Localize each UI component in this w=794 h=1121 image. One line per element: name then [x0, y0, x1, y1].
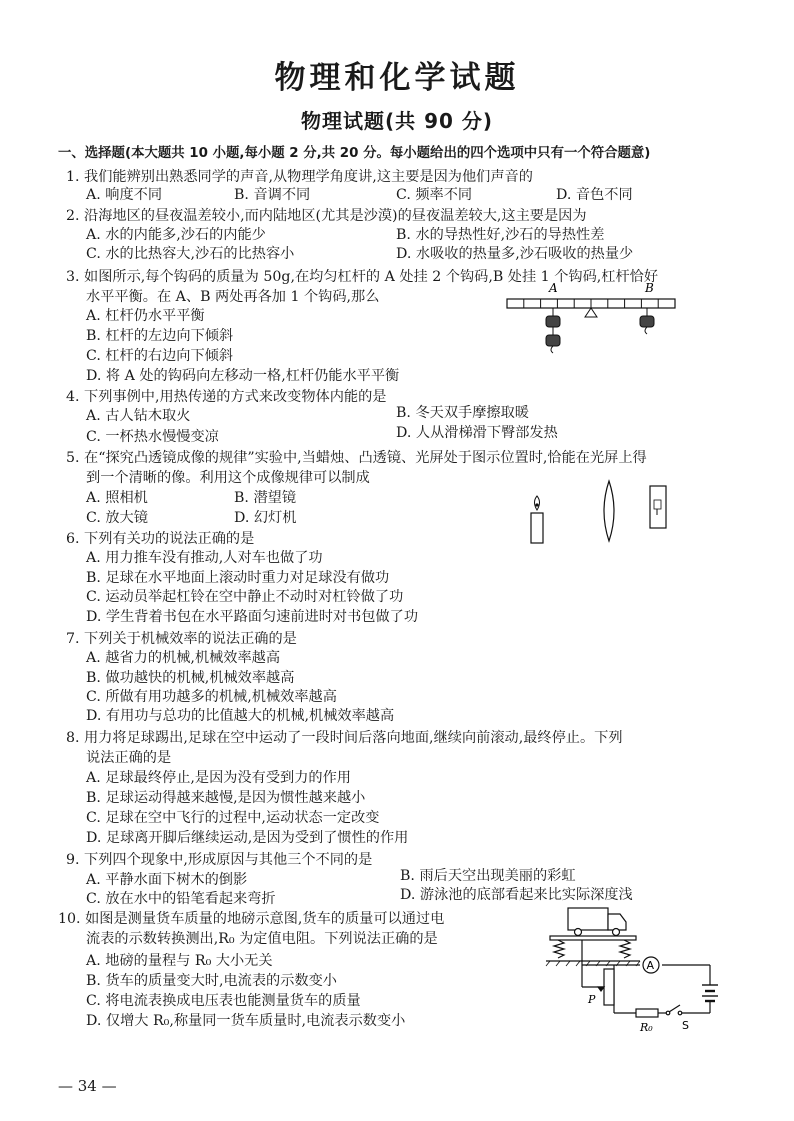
- q7-option-b: B. 做功越快的机械,机械效率越高: [86, 670, 295, 686]
- q4-option-a: A. 古人钻木取火: [86, 408, 191, 424]
- q6-option-d: D. 学生背着书包在水平路面匀速前进时对书包做了功: [86, 609, 419, 625]
- section-heading: 一、选择题(本大题共 10 小题,每小题 2 分,共 20 分。每小题给出的四个选项中只有一个符合题意): [58, 146, 651, 161]
- q10-option-c: C. 将电流表换成电压表也能测量货车的质量: [86, 993, 361, 1009]
- q2-option-b: B. 水的导热性好,沙石的导热性差: [396, 227, 605, 243]
- lever-label-b: B: [645, 281, 654, 295]
- q5-option-d: D. 幻灯机: [234, 510, 297, 526]
- q3-option-b: B. 杠杆的左边向下倾斜: [86, 328, 234, 344]
- question-4-stem: 4. 下列事例中,用热传递的方式来改变物体内能的是: [66, 389, 387, 405]
- q5-option-b: B. 潜望镜: [234, 490, 297, 506]
- q1-option-a: A. 响度不同: [86, 187, 163, 203]
- question-5-stem-cont: 到一个清晰的像。利用这个成像规律可以制成: [86, 470, 370, 486]
- q6-option-b: B. 足球在水平地面上滚动时重力对足球没有做功: [86, 570, 390, 586]
- q3-option-d: D. 将 A 处的钩码向左移动一格,杠杆仍能水平平衡: [86, 368, 400, 384]
- q10-option-a: A. 地磅的量程与 R₀ 大小无关: [86, 953, 273, 969]
- question-3-stem: 3. 如图所示,每个钩码的质量为 50g,在均匀杠杆的 A 处挂 2 个钩码,B 处挂 1 个钩码,杠杆恰好: [66, 269, 659, 285]
- q10-option-b: B. 货车的质量变大时,电流表的示数变小: [86, 973, 337, 989]
- q4-option-b: B. 冬天双手摩擦取暖: [396, 405, 529, 421]
- q1-option-b: B. 音调不同: [234, 187, 311, 203]
- q3-option-c: C. 杠杆的右边向下倾斜: [86, 348, 234, 364]
- question-2-stem: 2. 沿海地区的昼夜温差较小,而内陆地区(尤其是沙漠)的昼夜温差较大,这主要是因为: [66, 208, 587, 224]
- switch-label: S: [682, 1019, 689, 1032]
- q4-option-c: C. 一杯热水慢慢变凉: [86, 429, 219, 445]
- q7-option-d: D. 有用功与总功的比值越大的机械,机械效率越高: [86, 708, 395, 724]
- question-8-stem: 8. 用力将足球踢出,足球在空中运动了一段时间后落向地面,继续向前滚动,最终停止。下列: [66, 730, 623, 746]
- candle: [531, 496, 543, 543]
- q6-option-c: C. 运动员举起杠铃在空中静止不动时对杠铃做了功: [86, 589, 404, 605]
- switch: [666, 1005, 682, 1015]
- q9-option-a: A. 平静水面下树木的倒影: [86, 872, 248, 888]
- q8-option-c: C. 足球在空中飞行的过程中,运动状态一定改变: [86, 810, 380, 826]
- page-title: 物理和化学试题: [274, 60, 520, 96]
- lever-pivot: [585, 308, 597, 317]
- weights-at-a: [546, 308, 560, 353]
- question-9-stem: 9. 下列四个现象中,形成原因与其他三个不同的是: [66, 852, 373, 868]
- q10-option-d: D. 仅增大 R₀,称量同一货车质量时,电流表示数变小: [86, 1013, 406, 1029]
- q7-option-c: C. 所做有用功越多的机械,机械效率越高: [86, 689, 337, 705]
- q7-option-a: A. 越省力的机械,机械效率越高: [86, 650, 281, 666]
- q1-option-c: C. 频率不同: [396, 187, 473, 203]
- truck: [568, 908, 626, 936]
- page-number: — 34 —: [58, 1077, 117, 1095]
- resistor-label: R₀: [640, 1021, 653, 1034]
- lever-label-a: A: [549, 281, 558, 295]
- q8-option-b: B. 足球运动得越来越慢,是因为惯性越来越小: [86, 790, 366, 806]
- lever-bar: [507, 299, 675, 308]
- battery: [702, 985, 718, 1001]
- weighbridge-figure: [540, 905, 730, 1035]
- convex-lens: [604, 481, 614, 541]
- weights-at-b: [640, 308, 654, 334]
- circuit-wires: [582, 940, 710, 1013]
- question-6-stem: 6. 下列有关功的说法正确的是: [66, 531, 255, 547]
- q9-option-d: D. 游泳池的底部看起来比实际深度浅: [400, 887, 633, 903]
- slider-label: P: [588, 993, 596, 1006]
- q5-option-a: A. 照相机: [86, 490, 148, 506]
- q6-option-a: A. 用力推车没有推动,人对车也做了功: [86, 550, 323, 566]
- optics-figure: [520, 478, 680, 548]
- question-10-stem-cont: 流表的示数转换测出,R₀ 为定值电阻。下列说法正确的是: [86, 931, 438, 947]
- q5-option-c: C. 放大镜: [86, 510, 148, 526]
- ammeter-label: A: [646, 959, 655, 972]
- q3-option-a: A. 杠杆仍水平平衡: [86, 308, 205, 324]
- fixed-resistor: [636, 1009, 658, 1017]
- q1-option-d: D. 音色不同: [556, 187, 633, 203]
- q2-option-d: D. 水吸收的热量多,沙石吸收的热量少: [396, 246, 634, 262]
- q9-option-c: C. 放在水中的铅笔看起来弯折: [86, 891, 276, 907]
- question-8-stem-cont: 说法正确的是: [86, 750, 172, 766]
- page-subtitle: 物理试题(共 90 分): [300, 109, 494, 133]
- q2-option-c: C. 水的比热容大,沙石的比热容小: [86, 246, 295, 262]
- q8-option-a: A. 足球最终停止,是因为没有受到力的作用: [86, 770, 351, 786]
- q4-option-d: D. 人从滑梯滑下臀部发热: [396, 425, 558, 441]
- question-3-stem-cont: 水平平衡。在 A、B 两处再各加 1 个钩码,那么: [86, 289, 380, 305]
- light-screen: [650, 486, 666, 528]
- question-5-stem: 5. 在“探究凸透镜成像的规律”实验中,当蜡烛、凸透镜、光屏处于图示位置时,恰能在光屏上得: [66, 450, 647, 466]
- lever-figure: [505, 280, 680, 360]
- scale-platform: [546, 936, 640, 966]
- q2-option-a: A. 水的内能多,沙石的内能少: [86, 227, 266, 243]
- slider-resistor: [598, 969, 614, 1005]
- ammeter: [643, 957, 659, 973]
- q9-option-b: B. 雨后天空出现美丽的彩虹: [400, 868, 576, 884]
- question-1-stem: 1. 我们能辨别出熟悉同学的声音,从物理学角度讲,这主要是因为他们声音的: [66, 169, 533, 185]
- q8-option-d: D. 足球离开脚后继续运动,是因为受到了惯性的作用: [86, 830, 409, 846]
- question-10-stem: 10. 如图是测量货车质量的地磅示意图,货车的质量可以通过电: [58, 911, 445, 927]
- question-7-stem: 7. 下列关于机械效率的说法正确的是: [66, 631, 297, 647]
